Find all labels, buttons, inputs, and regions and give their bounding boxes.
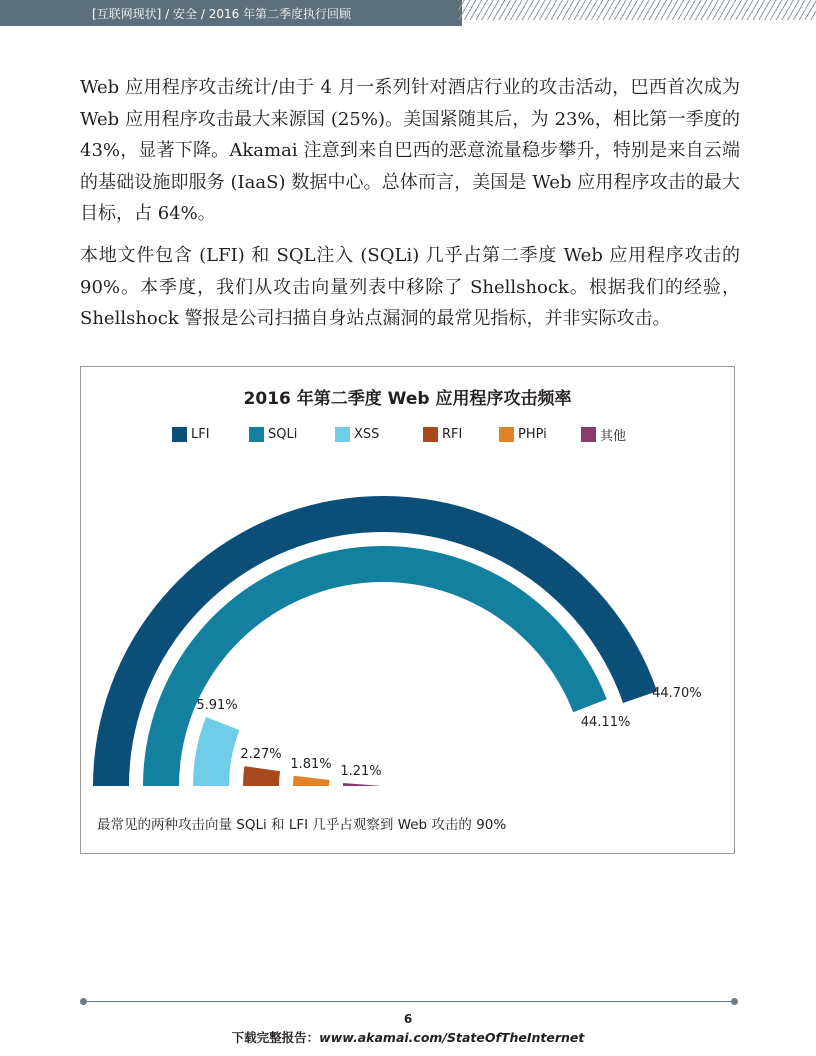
- footer-divider-dot-right: [731, 998, 738, 1005]
- footer-divider: [84, 1001, 734, 1002]
- legend-label: RFI: [442, 426, 463, 442]
- radial-bar-chart: [81, 367, 734, 853]
- legend-label: XSS: [354, 426, 380, 442]
- paragraph-attack-vectors: 本地文件包含 (LFI) 和 SQL注入 (SQLi) 几乎占第二季度 Web 应用程序攻击的 90%。本季度，我们从攻击向量列表中移除了 Shellshock。根据我们的经验，Shellshock 警报是公司扫描自身站点漏洞的最常见指标，并非实际攻击。: [80, 245, 740, 329]
- legend-label: 其他: [600, 428, 627, 444]
- header-decoration: [458, 0, 816, 20]
- footer-divider-dot-left: [80, 998, 87, 1005]
- bar-xss: [193, 717, 240, 786]
- chart-caption: 最常见的两种攻击向量 SQLi 和 LFI 几乎占观察到 Web 攻击的 90%: [97, 817, 507, 833]
- bar-rfi: [243, 766, 280, 786]
- bar-其他: [343, 783, 379, 786]
- data-label: 1.81%: [290, 756, 332, 772]
- data-label: 5.91%: [196, 698, 238, 714]
- chart-title: 2016 年第二季度 Web 应用程序攻击频率: [243, 389, 572, 409]
- legend-label: SQLi: [268, 426, 298, 442]
- data-label: 44.11%: [580, 715, 631, 731]
- legend-label: PHPi: [518, 426, 547, 442]
- page-number: 6: [403, 1012, 413, 1026]
- breadcrumb: [互联网现状] / 安全 / 2016 年第二季度执行回顾: [92, 7, 352, 21]
- footer-download: [0, 1028, 816, 1046]
- footer-url-link[interactable]: www.akamai.com/StateOfTheInternet: [319, 1030, 585, 1045]
- legend-label: LFI: [191, 426, 210, 442]
- data-label: 44.70%: [652, 686, 702, 702]
- chart-panel: [80, 366, 735, 854]
- bar-phpi: [293, 776, 329, 786]
- paragraph-web-attack-stats: Web 应用程序攻击统计/由于 4 月一系列针对酒店行业的攻击活动，巴西首次成为 Web 应用程序攻击最大来源国 (25%)。美国紧随其后，为 23%，相比第一季度的 43%，显著下降。Akamai 注意到来自巴西的恶意流量稳步攀升，特别是来自云端的基础设施即服务 (IaaS) 数据中心。总体而言，美国是 Web 应用程序攻击的最大目标，占 64%。: [80, 77, 740, 224]
- data-label: 2.27%: [240, 747, 282, 763]
- data-label: 1.21%: [340, 763, 382, 779]
- footer-download-label: 下载完整报告：: [231, 1030, 320, 1045]
